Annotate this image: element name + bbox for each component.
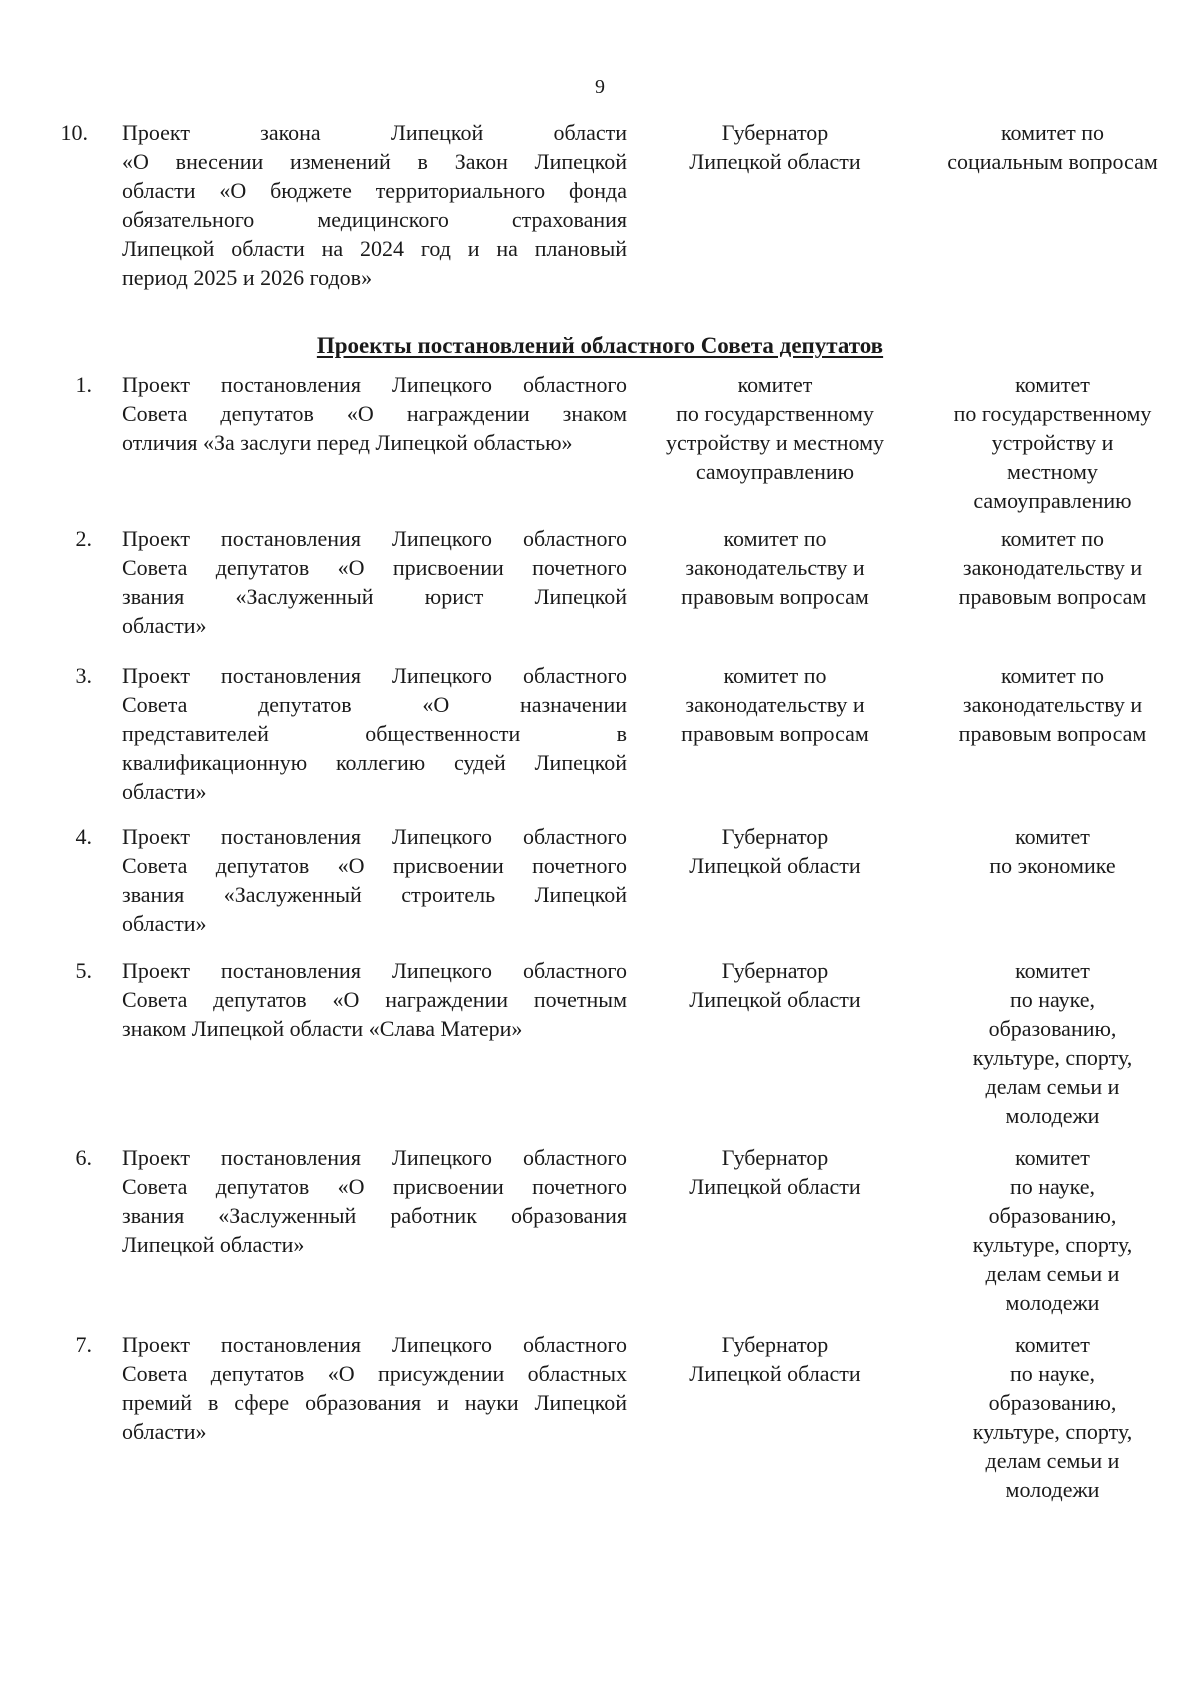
item-title-line: Проект постановления Липецкого областного — [122, 526, 627, 551]
item-title-line: звания «Заслуженный работник образования — [122, 1203, 627, 1228]
item-title-line: Совета депутатов «О награждении знаком — [122, 401, 627, 426]
item-title-line: Совета депутатов «О присуждении областных — [122, 1361, 627, 1386]
item-title — [122, 956, 627, 1043]
item-title-line: области» — [122, 1419, 207, 1444]
item-title-line: Липецкой области на 2024 год и на плановый — [122, 236, 627, 261]
item-number: 2. — [75, 526, 92, 551]
item-committee: комитет по науке, образованию, культуре, спорту, делам семьи и молодежи — [972, 1145, 1133, 1315]
item-title-line: Проект постановления Липецкого областного — [122, 1332, 627, 1357]
item-author: Губернатор Липецкой области — [689, 958, 861, 1012]
item-title — [122, 118, 627, 292]
item-title-line: области» — [122, 613, 207, 638]
item-title-line: Проект постановления Липецкого областного — [122, 958, 627, 983]
item-committee: комитет по законодательству и правовым вопросам — [958, 663, 1147, 746]
item-title-line: обязательного медицинского страхования — [122, 207, 627, 232]
item-committee: комитет по государственному устройству и местному самоуправлению — [953, 372, 1152, 513]
item-title — [122, 1143, 627, 1259]
item-title-line: премий в сфере образования и науки Липецкой — [122, 1390, 627, 1415]
item-number: 10. — [60, 120, 88, 145]
item-title-line: Проект постановления Липецкого областного — [122, 663, 627, 688]
item-committee: комитет по науке, образованию, культуре, спорту, делам семьи и молодежи — [972, 958, 1133, 1128]
item-title-line: представителей общественности в — [122, 721, 627, 746]
item-title-line: Проект постановления Липецкого областного — [122, 1145, 627, 1170]
item-number: 5. — [75, 958, 92, 983]
item-title-line: Проект постановления Липецкого областного — [122, 372, 627, 397]
item-title — [122, 524, 627, 640]
item-author: комитет по государственному устройству и местному самоуправлению — [665, 372, 885, 484]
item-committee: комитет по науке, образованию, культуре, спорту, делам семьи и молодежи — [972, 1332, 1133, 1502]
item-committee: комитет по экономике — [989, 824, 1116, 878]
item-committee: комитет по социальным вопросам — [947, 120, 1158, 174]
item-title-line: Совета депутатов «О награждении почетным — [122, 987, 627, 1012]
item-title-line: Совета депутатов «О присвоении почетного — [122, 853, 627, 878]
item-author: комитет по законодательству и правовым вопросам — [681, 663, 869, 746]
item-number: 3. — [75, 663, 92, 688]
item-title-line: Совета депутатов «О назначении — [122, 692, 627, 717]
item-title — [122, 661, 627, 806]
item-author: комитет по законодательству и правовым вопросам — [681, 526, 869, 609]
item-author: Губернатор Липецкой области — [689, 1332, 861, 1386]
item-title-line: Совета депутатов «О присвоении почетного — [122, 555, 627, 580]
item-title-line: звания «Заслуженный строитель Липецкой — [122, 882, 627, 907]
item-title-line: Совета депутатов «О присвоении почетного — [122, 1174, 627, 1199]
item-number: 6. — [75, 1145, 92, 1170]
item-author: Губернатор Липецкой области — [689, 824, 861, 878]
item-title-line: отличия «За заслуги перед Липецкой областью» — [122, 430, 573, 455]
item-title-line: знаком Липецкой области «Слава Матери» — [122, 1016, 523, 1041]
item-author: Губернатор Липецкой области — [689, 120, 861, 174]
item-title-line: области» — [122, 911, 207, 936]
item-title-line: Липецкой области» — [122, 1232, 305, 1257]
item-author: Губернатор Липецкой области — [689, 1145, 861, 1199]
item-title-line: Проект закона Липецкой области — [122, 120, 627, 145]
item-title — [122, 822, 627, 938]
item-number: 7. — [75, 1332, 92, 1357]
item-title-line: области» — [122, 779, 207, 804]
item-title-line: Проект постановления Липецкого областного — [122, 824, 627, 849]
page-number: 9 — [595, 76, 605, 98]
item-title-line: период 2025 и 2026 годов» — [122, 265, 373, 290]
item-title-line: квалификационную коллегию судей Липецкой — [122, 750, 627, 775]
item-number: 4. — [75, 824, 92, 849]
item-title-line: звания «Заслуженный юрист Липецкой — [122, 584, 627, 609]
item-title — [122, 1330, 627, 1446]
item-title-line: «О внесении изменений в Закон Липецкой — [122, 149, 627, 174]
section-title: Проекты постановлений областного Совета депутатов — [316, 333, 884, 358]
item-committee: комитет по законодательству и правовым вопросам — [958, 526, 1147, 609]
item-number: 1. — [75, 372, 92, 397]
item-title-line: области «О бюджете территориального фонда — [122, 178, 627, 203]
item-title — [122, 370, 627, 457]
